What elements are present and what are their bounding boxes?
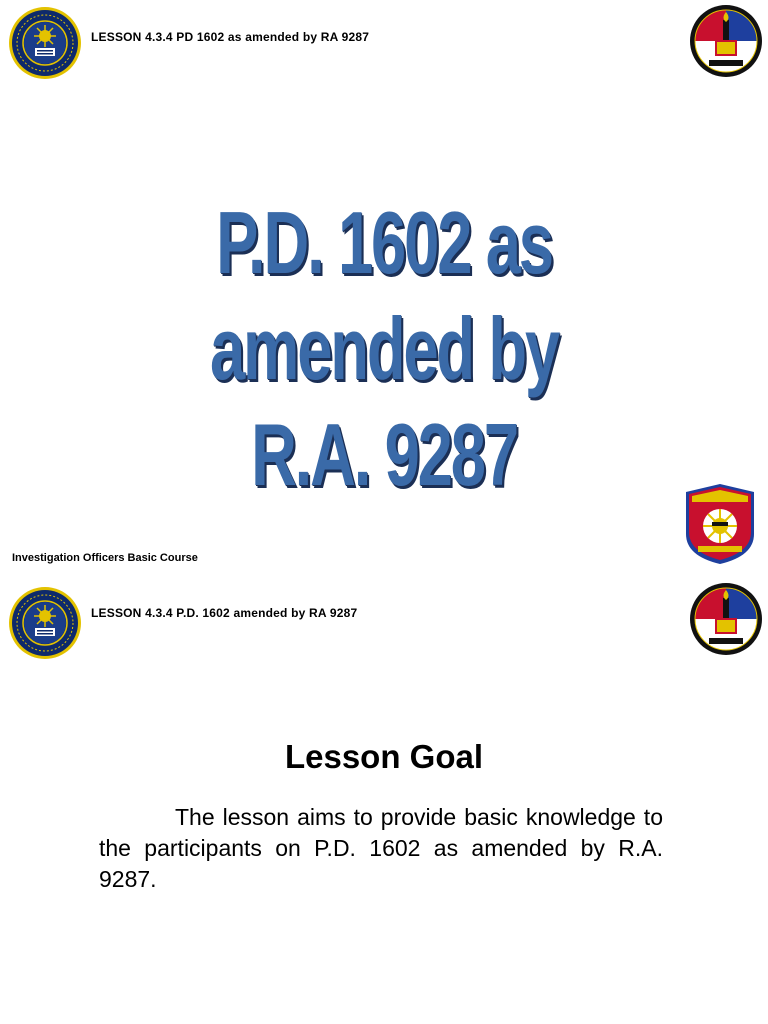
training-seal-icon: [689, 582, 763, 656]
didm-seal-icon: [8, 6, 82, 80]
lesson-goal-text: The lesson aims to provide basic knowledge to the participants on P.D. 1602 as amended by R.A. 9287.: [99, 804, 663, 892]
slide-title: [108, 190, 661, 508]
slide-2: [0, 580, 768, 1024]
slide-title-line-1: P.D. 1602 as amended by: [209, 193, 559, 398]
didm-seal-icon: [8, 586, 82, 660]
slide-header: LESSON 4.3.4 PD 1602 as amended by RA 9287: [91, 30, 370, 44]
course-name: Investigation Officers Basic Course: [12, 552, 198, 564]
slide-title-line-2: R.A. 9287: [251, 405, 517, 504]
pnp-badge-icon: [682, 482, 758, 566]
training-seal-icon: [689, 4, 763, 78]
slide-header: LESSON 4.3.4 P.D. 1602 amended by RA 9287: [91, 606, 358, 620]
lesson-goal-heading: Lesson Goal: [284, 738, 484, 775]
